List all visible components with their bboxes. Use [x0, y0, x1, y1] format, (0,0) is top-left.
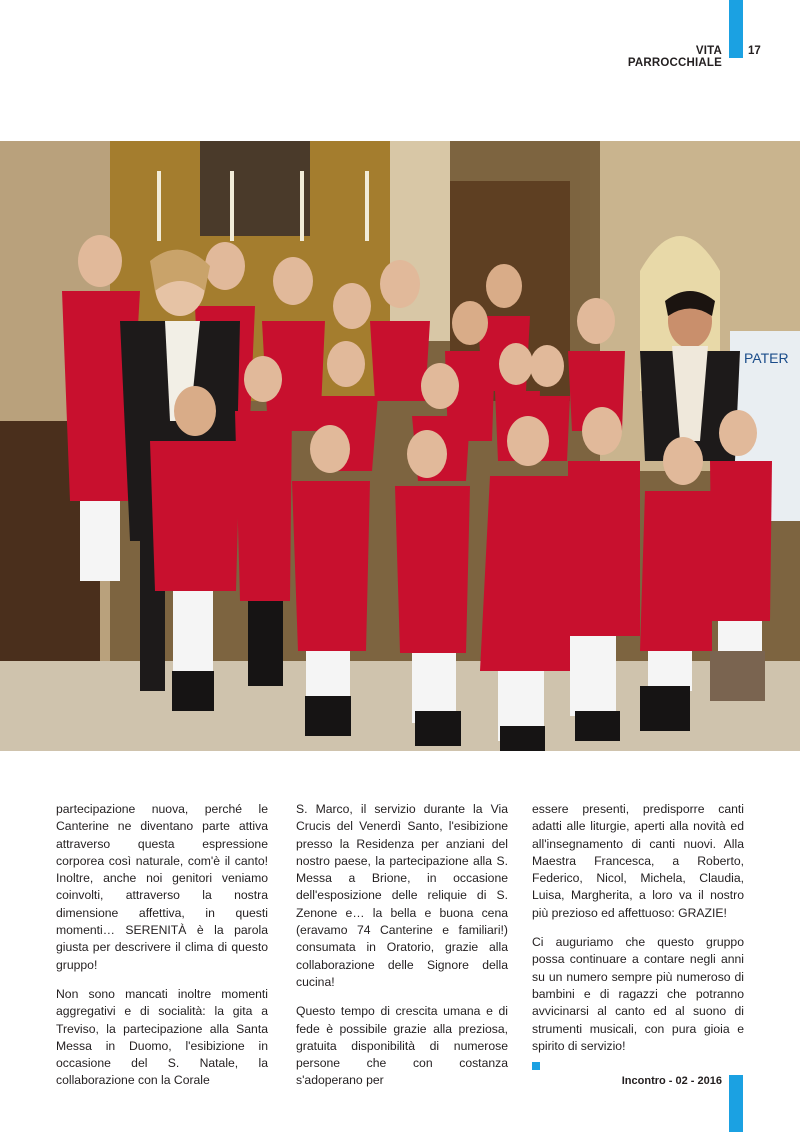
text-column-1: [56, 801, 268, 1102]
photo-illustration: [0, 141, 800, 751]
center-column: [390, 141, 450, 341]
paragraph: S. Marco, il servizio durante la Via Crucis del Venerdì Santo, l'esibizione presso la Residenza per anziani del nostro paese, la partecipazione alla S. Messa a Brione, in occasione dell'esposizione delle reliquie di S. Zenone e… la bella e buona cena (eravamo 74 Canterine e familiari!) consumata in Oratorio, grazie alla collaborazione delle Signore della cucina!: [296, 802, 508, 989]
paragraph: Non sono mancati inoltre momenti aggregativi e di socialità: la gita a Treviso, la partecipazione alla Santa Messa in Duomo, l'esibizione in occasione del S. Natale, la collaborazione con la Corale: [56, 986, 268, 1088]
section-title: VITA PARROCCHIALE: [627, 45, 722, 69]
text-column-3: [532, 801, 744, 1074]
candle: [300, 171, 304, 241]
paragraph: essere presenti, predisporre canti adatti alle liturgie, aperti alla novità ed all'insegnamento di canti nuovi. Alla Maestra Francesca, a Roberto, Federico, Nicol, Michela, Claudia, Luisa, Margherita, a loro va il nostro più prezioso ed affettuoso: GRAZIE!: [532, 802, 744, 920]
choir-group-photo: [0, 141, 800, 751]
accent-bar-top: [729, 0, 743, 58]
end-mark-icon: [532, 1062, 540, 1070]
footer-issue: Incontro - 02 - 2016: [621, 1075, 722, 1087]
altar-painting: [200, 141, 310, 236]
text-column-2: [296, 801, 508, 1102]
candle: [157, 171, 161, 241]
page-number: 17: [748, 45, 761, 57]
banner-text: PATER: [744, 350, 789, 366]
accent-bar-bottom: [729, 1075, 743, 1132]
paragraph: Ci auguriamo che questo gruppo possa continuare a contare negli anni su un numero sempre più numeroso di bambini e di ragazzi che potranno avvicinarsi al canto ed al suono di strumenti musicali, con pura gioia e spirito di servizio!: [532, 935, 744, 1053]
paragraph: Questo tempo di crescita umana e di fede è possibile grazie alla preziosa, gratuita disponibilità di numerose persone che con costanza s'adoperano per: [296, 1004, 508, 1088]
paragraph: partecipazione nuova, perché le Canterine ne diventano parte attiva attraverso questa espressione corporea così naturale, com'è il canto! Inoltre, anche noi genitori veniamo coinvolti, attraverso la nostra dimensione affettiva, in questi momenti… SERENITÀ è la parola giusta per descrivere il clima di questo gruppo!: [56, 802, 268, 972]
candle: [365, 171, 369, 241]
candle: [230, 171, 234, 241]
